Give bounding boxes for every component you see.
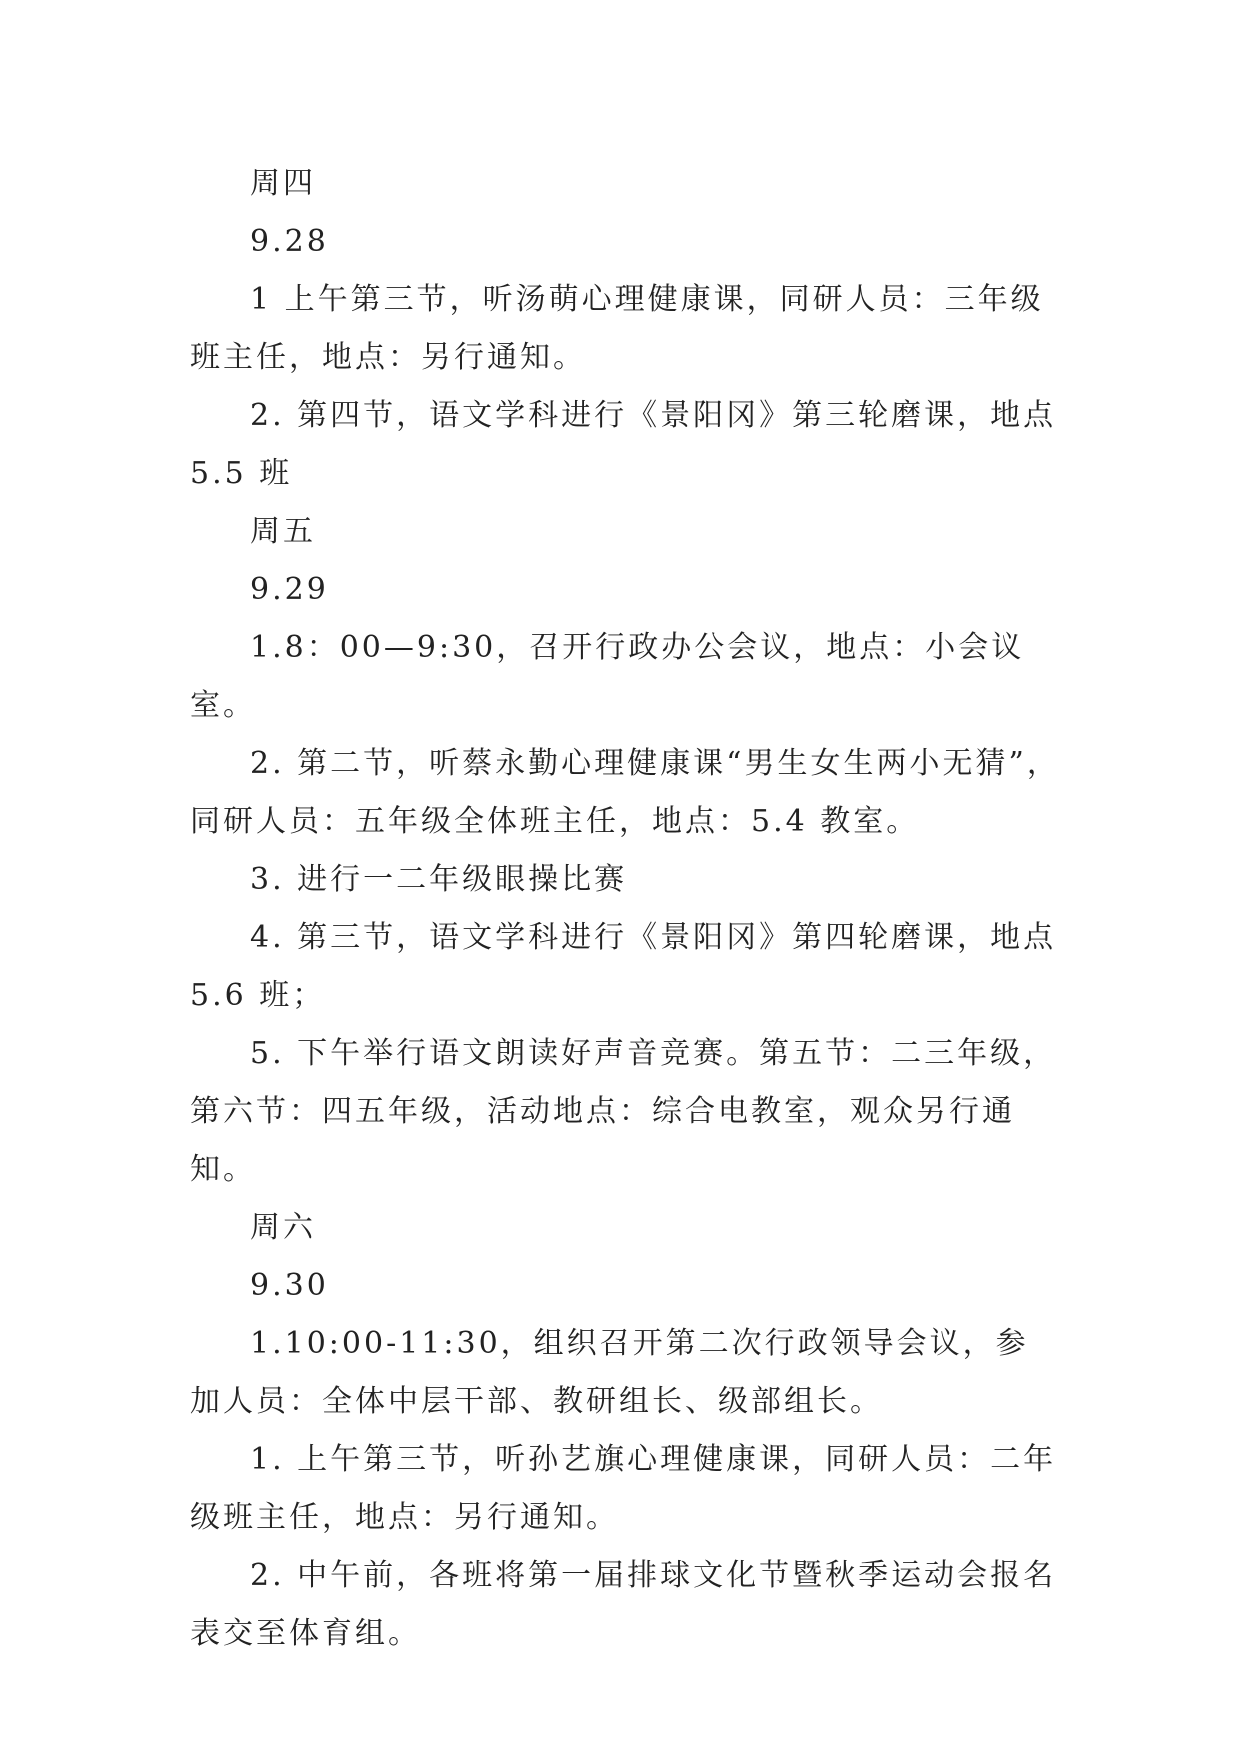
schedule-item: 2. 中午前，各班将第一届排球文化节暨秋季运动会报名表交至体育组。	[190, 1558, 1057, 1651]
schedule-item: 5. 下午举行语文朗读好声音竞赛。第五节：二三年级，第六节：四五年级，活动地点：综合电教室，观众另行通知。	[190, 1036, 1057, 1187]
schedule-item: 1 上午第三节，听汤萌心理健康课，同研人员：三年级班主任，地点：另行通知。	[190, 282, 1044, 375]
schedule-item: 1. 上午第三节，听孙艺旗心理健康课，同研人员：二年级班主任，地点：另行通知。	[190, 1442, 1057, 1535]
schedule-item: 4. 第三节，语文学科进行《景阳冈》第四轮磨课，地点5.6 班；	[190, 920, 1057, 1013]
day-heading-friday: 周五	[250, 514, 316, 549]
day-heading-saturday: 周六	[250, 1210, 316, 1245]
schedule-item: 1.10:00-11:30，组织召开第二次行政领导会议，参加人员：全体中层干部、教研组长、级部组长。	[190, 1326, 1029, 1419]
document-body	[190, 155, 1060, 1663]
schedule-item: 2. 第四节，语文学科进行《景阳冈》第三轮磨课，地点5.5 班	[190, 398, 1057, 491]
date-line: 9.28	[250, 224, 329, 259]
schedule-item: 3. 进行一二年级眼操比赛	[250, 862, 628, 897]
schedule-item: 1.8：00—9:30，召开行政办公会议，地点：小会议室。	[190, 630, 1025, 723]
date-line: 9.30	[250, 1268, 329, 1303]
date-line: 9.29	[250, 572, 329, 607]
day-heading-thursday: 周四	[250, 166, 316, 201]
schedule-item: 2. 第二节，听蔡永勤心理健康课“男生女生两小无猜”，同研人员：五年级全体班主任，地点：5.4 教室。	[190, 746, 1060, 839]
